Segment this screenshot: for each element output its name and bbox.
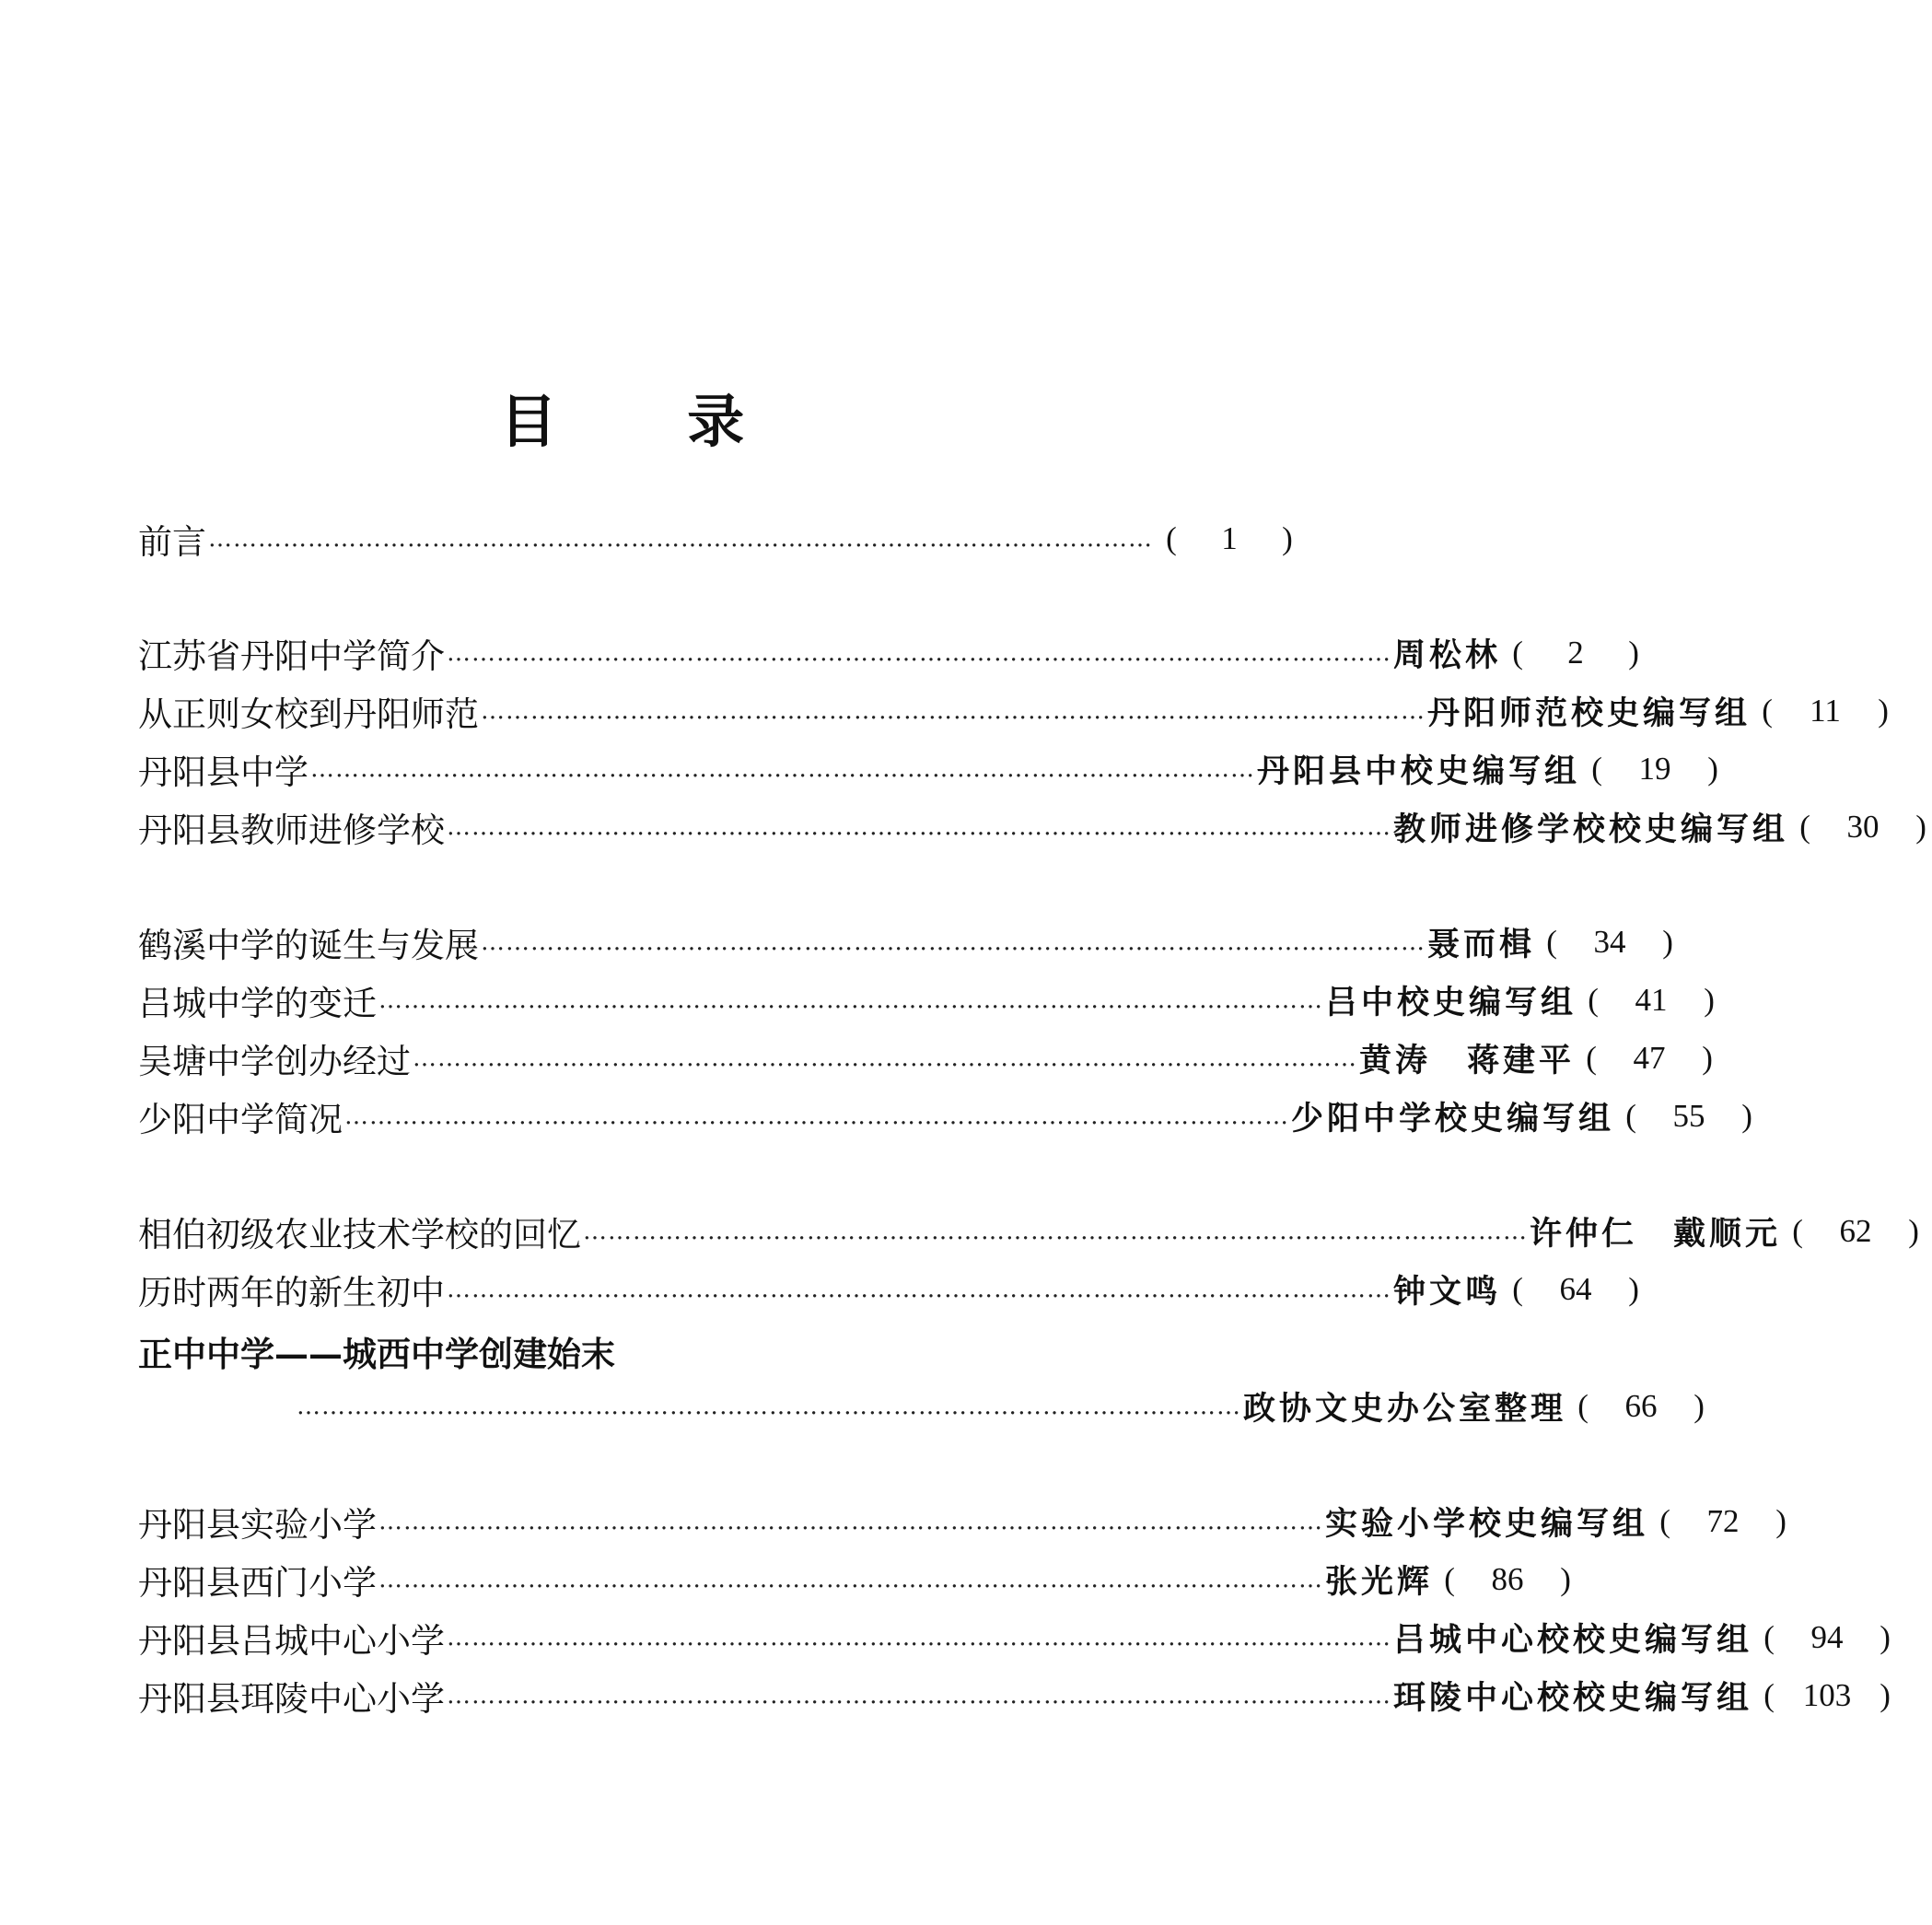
page-ref: ( 62 ) [1792, 1213, 1919, 1249]
entry-title: 江苏省丹阳中学简介 [138, 636, 445, 676]
entry-title: 鹤溪中学的诞生与发展 [138, 926, 479, 965]
leader-dots: …………………………………………………………………………………………………… [378, 1508, 1323, 1535]
leader-dots: …………………………………………………………………………………………………… [481, 697, 1426, 725]
leader-dots: …………………………………………………………………………………………………… [447, 1624, 1391, 1651]
page-ref: ( 86 ) [1444, 1561, 1571, 1597]
leader-dots: …………………………………………………………………………………………………… [413, 1044, 1357, 1072]
page-number: 30 [1846, 809, 1880, 845]
toc-row[interactable] [295, 1382, 1705, 1431]
toc-row[interactable] [138, 917, 1673, 967]
leader-dots: …………………………………………………………………………………………………… [447, 1276, 1391, 1303]
page-ref: ( 47 ) [1586, 1040, 1713, 1076]
leader-dots: …………………………………………………………………………………………………… [378, 986, 1323, 1014]
leader-dots: …………………………………………………………………………………………………… [297, 1393, 1241, 1420]
entry-author: 聂而楫 [1427, 926, 1536, 963]
entry-title: 吴塘中学创办经过 [138, 1042, 411, 1081]
page-number: 86 [1491, 1561, 1524, 1597]
toc-row[interactable] [138, 975, 1715, 1025]
entry-title: 吕城中学的变迁 [138, 984, 377, 1023]
toc-row[interactable] [138, 1613, 1891, 1662]
entry-title: 从正则女校到丹阳师范 [138, 694, 479, 734]
entry-author: 珥陵中心校校史编写组 [1393, 1679, 1753, 1717]
entry-title: 相伯初级农业技术学校的回忆 [138, 1215, 581, 1254]
page-ref: ( 30 ) [1799, 809, 1926, 845]
entry-title: 丹阳县教师进修学校 [138, 811, 445, 850]
leader-dots: …………………………………………………………………………………………………… [378, 1566, 1323, 1593]
page-number: 47 [1633, 1040, 1666, 1076]
page-ref: ( 41 ) [1588, 982, 1715, 1018]
entry-author: 实验小学校史编写组 [1325, 1505, 1649, 1543]
entry-title: 丹阳县中学 [138, 752, 308, 792]
toc-row[interactable] [138, 628, 1639, 678]
page-number: 103 [1802, 1677, 1852, 1713]
page-ref: ( 64 ) [1512, 1271, 1639, 1307]
page-ref: ( 19 ) [1591, 751, 1718, 787]
toc-row[interactable] [138, 1033, 1713, 1083]
page-title: 目 录 [499, 388, 800, 455]
page-ref: ( 94 ) [1763, 1619, 1891, 1655]
page-number: 1 [1221, 520, 1238, 556]
leader-dots: …………………………………………………………………………………………………… [583, 1218, 1528, 1245]
entry-title-long[interactable]: 正中中学——城西中学创建始末 [138, 1334, 615, 1374]
page-number: 72 [1706, 1503, 1740, 1539]
entry-title: 丹阳县珥陵中心小学 [138, 1679, 445, 1719]
entry-author: 政协文史办公室整理 [1243, 1390, 1567, 1428]
entry-title: 丹阳县西门小学 [138, 1563, 377, 1603]
toc-row[interactable] [138, 1207, 1919, 1256]
entry-author: 教师进修学校校史编写组 [1393, 811, 1789, 848]
page-ref: ( 11 ) [1762, 693, 1889, 729]
entry-author: 张光辉 [1325, 1563, 1434, 1601]
entry-author: 少阳中学校史编写组 [1291, 1100, 1615, 1138]
page-number: 41 [1635, 982, 1668, 1018]
page-ref: ( 1 ) [1166, 520, 1293, 556]
page-number: 62 [1839, 1213, 1872, 1249]
entry-title: 前言 [138, 522, 206, 562]
toc-row[interactable] [138, 1671, 1891, 1721]
page-number: 19 [1638, 751, 1671, 787]
entry-author: 黄涛 蒋建平 [1359, 1042, 1576, 1079]
toc-row[interactable] [138, 1555, 1571, 1604]
leader-dots: …………………………………………………………………………………………………… [447, 639, 1391, 667]
page-ref: ( 34 ) [1546, 924, 1673, 960]
leader-dots: …………………………………………………………………………………………………… [481, 928, 1426, 956]
page-ref: ( 66 ) [1577, 1388, 1705, 1424]
toc-row[interactable] [138, 686, 1889, 736]
toc-row-preface[interactable] [138, 514, 1293, 564]
toc-row[interactable] [138, 1265, 1639, 1314]
page-number: 11 [1810, 693, 1841, 729]
page-number: 66 [1624, 1388, 1658, 1424]
page-ref: ( 55 ) [1625, 1098, 1752, 1134]
leader-dots: …………………………………………………………………………………………………… [447, 813, 1391, 841]
leader-dots: …………………………………………………………………………………………………… [344, 1102, 1289, 1130]
entry-author: 许仲仁 戴顺元 [1530, 1215, 1782, 1253]
page-number: 64 [1559, 1271, 1592, 1307]
entry-title: 历时两年的新生初中 [138, 1273, 445, 1312]
entry-author: 周松林 [1393, 636, 1502, 674]
toc-row[interactable] [138, 1091, 1752, 1141]
page-number: 55 [1672, 1098, 1705, 1134]
page-number: 34 [1593, 924, 1626, 960]
page-number: 2 [1567, 635, 1584, 671]
toc-row[interactable] [138, 744, 1718, 794]
entry-title: 少阳中学简况 [138, 1100, 343, 1139]
page-ref: ( 2 ) [1512, 635, 1639, 671]
entry-title: 丹阳县实验小学 [138, 1505, 377, 1545]
page-ref: ( 72 ) [1659, 1503, 1787, 1539]
toc-row[interactable] [138, 802, 1926, 852]
toc-row[interactable] [138, 1497, 1787, 1546]
entry-title: 丹阳县吕城中心小学 [138, 1621, 445, 1661]
page-number: 94 [1810, 1619, 1844, 1655]
leader-dots: …………………………………………………………………………………………………… [208, 525, 1153, 553]
entry-author: 丹阳县中校史编写组 [1257, 752, 1581, 790]
entry-author: 钟文鸣 [1393, 1273, 1502, 1311]
entry-author: 吕城中心校校史编写组 [1393, 1621, 1753, 1659]
entry-author: 吕中校史编写组 [1325, 984, 1577, 1021]
page-ref: ( 103 ) [1763, 1677, 1891, 1713]
leader-dots: …………………………………………………………………………………………………… [447, 1682, 1391, 1709]
entry-author: 丹阳师范校史编写组 [1427, 694, 1752, 732]
leader-dots: …………………………………………………………………………………………………… [310, 755, 1255, 783]
